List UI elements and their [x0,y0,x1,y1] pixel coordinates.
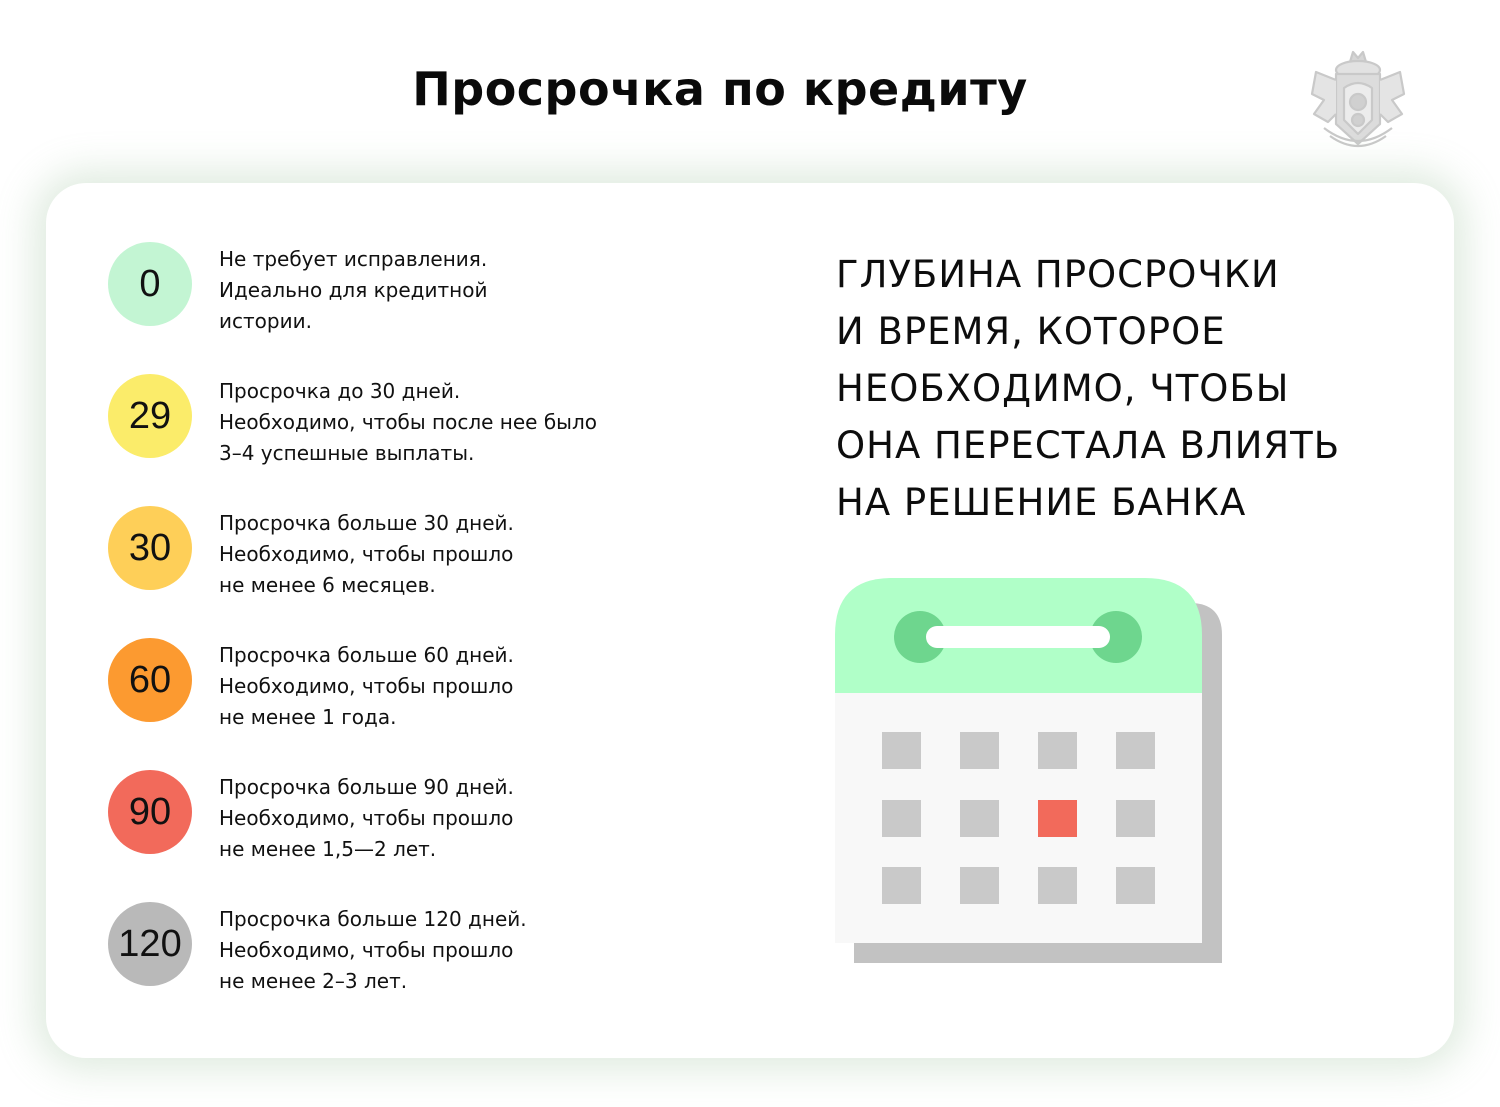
level-text-line: Просрочка до 30 дней. [219,379,461,403]
page-title: Просрочка по кредиту [412,62,1028,116]
level-text-line: не менее 6 месяцев. [219,573,436,597]
level-text-line: Необходимо, чтобы после нее было [219,410,597,434]
level-text-line: Просрочка больше 90 дней. [219,775,514,799]
level-text-line: 3–4 успешные выплаты. [219,441,475,465]
level-text-line: истории. [219,309,312,333]
level-text-line: не менее 1,5—2 лет. [219,837,437,861]
level-description [219,376,639,469]
level-badge: 30 [108,506,192,590]
heading-line: И ВРЕМЯ, КОТОРОЕ [836,310,1226,353]
heading-line: НЕОБХОДИМО, ЧТОБЫ [836,367,1290,410]
level-description [219,772,639,865]
level-text-line: Необходимо, чтобы прошло [219,674,514,698]
coat-of-arms-icon [1306,44,1410,156]
level-text-line: Необходимо, чтобы прошло [219,806,514,830]
level-description [219,244,639,337]
level-text-line: не менее 1 года. [219,705,397,729]
calendar-icon [830,575,1230,970]
heading-line: ГЛУБИНА ПРОСРОЧКИ [836,253,1280,296]
level-badge: 29 [108,374,192,458]
heading-line: ОНА ПЕРЕСТАЛА ВЛИЯТЬ [836,424,1341,467]
level-text-line: Просрочка больше 30 дней. [219,511,514,535]
section-heading [836,246,1396,531]
level-description [219,904,639,997]
level-text-line: Необходимо, чтобы прошло [219,542,514,566]
level-badge: 90 [108,770,192,854]
level-description [219,508,639,601]
level-badge: 60 [108,638,192,722]
level-badge: 0 [108,242,192,326]
level-text-line: Просрочка больше 60 дней. [219,643,514,667]
level-text-line: не менее 2–3 лет. [219,969,408,993]
level-text-line: Просрочка больше 120 дней. [219,907,527,931]
level-description [219,640,639,733]
level-text-line: Не требует исправления. [219,247,488,271]
level-badge: 120 [108,902,192,986]
level-text-line: Идеально для кредитной [219,278,488,302]
heading-line: НА РЕШЕНИЕ БАНКА [836,481,1247,524]
level-text-line: Необходимо, чтобы прошло [219,938,514,962]
